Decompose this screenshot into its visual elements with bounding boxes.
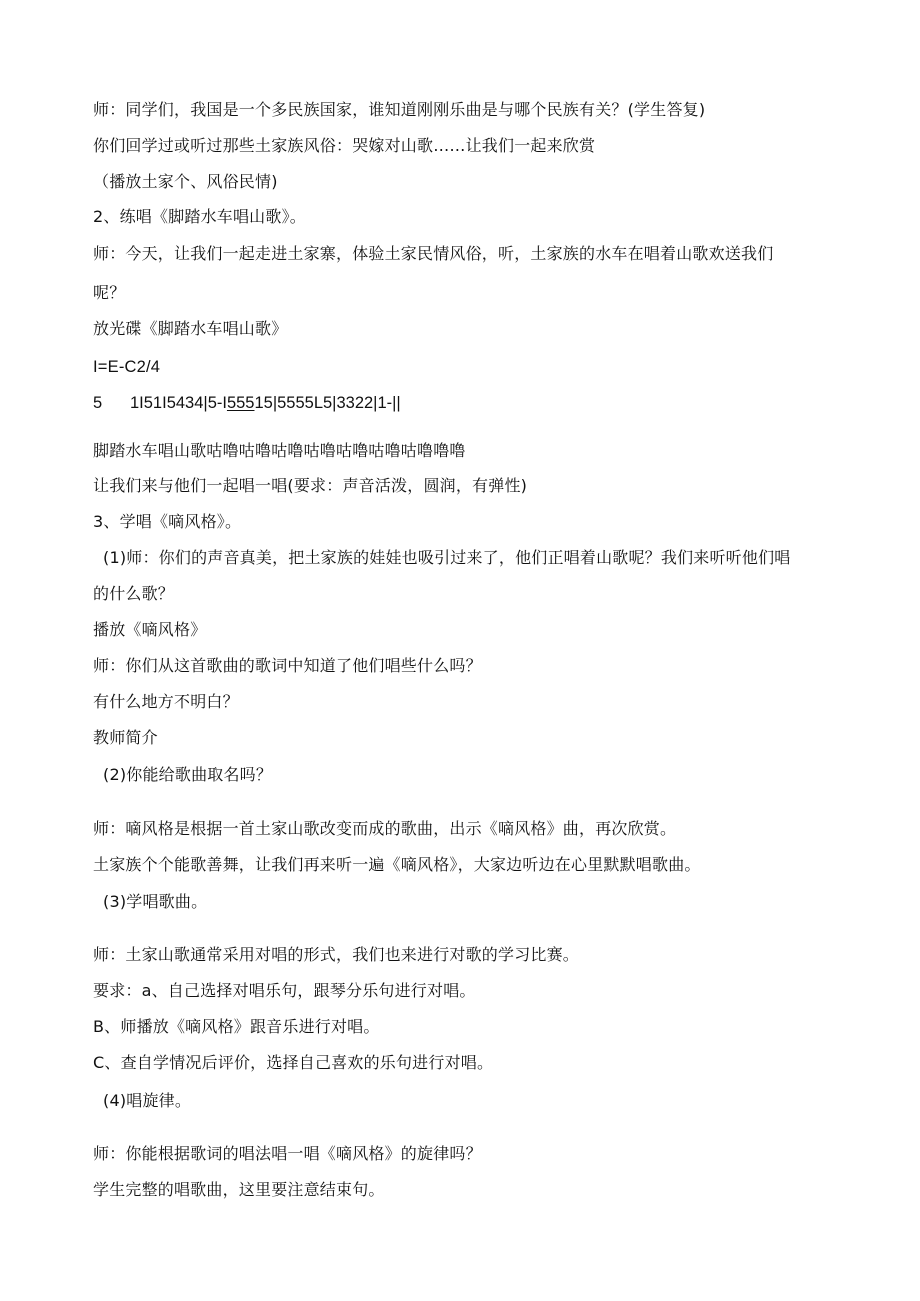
notation-lead-number: 5 [93,394,103,412]
section-heading-2: 2、练唱《脚踏水车唱山歌》。 [93,207,306,226]
text-line-13: 的什么歌？ [93,584,175,603]
text-line-3: （播放土家个、风俗民情) [93,172,278,191]
text-line-7: 放光碟《脚踏水车唱山歌》 [93,319,288,338]
text-line-18: (2)你能给歌曲取名吗？ [103,765,273,784]
text-line-15: 师：你们从这首歌曲的歌词中知道了他们唱些什么吗？ [93,656,482,675]
text-line-17: 教师简介 [93,728,158,747]
text-line-1: 师：同学们，我国是一个多民族国家，谁知道刚刚乐曲是与哪个民族有关？(学生答复) [93,100,706,119]
text-line-21: (3)学唱歌曲。 [103,892,208,911]
text-line-23: 要求：a、自己选择对唱乐句，跟琴分乐句进行对唱。 [93,981,476,1000]
text-line-12: (1)师：你们的声音真美，把土家族的娃娃也吸引过来了，他们正唱着山歌呢？我们来听听他们唱 [103,548,791,567]
text-line-6: 呢？ [93,283,126,302]
text-line-25: C、查自学情况后评价，选择自己喜欢的乐句进行对唱。 [93,1053,494,1072]
text-line-16: 有什么地方不明白？ [93,692,239,711]
text-line-2: 你们回学过或听过那些土家族风俗：哭嫁对山歌……让我们一起来欣赏 [93,136,596,155]
text-line-14: 播放《嘀风格》 [93,620,207,639]
notation-underlined-part: 555 [226,394,255,412]
text-line-20: 土家族个个能歌善舞，让我们再来听一遍《嘀风格》，大家边听边在心里默默唱歌曲。 [93,855,701,874]
lyrics-line: 脚踏水车唱山歌咕噜咕噜咕噜咕噜咕噜咕噜咕噜噜噜 [93,441,466,460]
text-line-24: B、师播放《嘀风格》跟音乐进行对唱。 [93,1017,380,1036]
notation-sequence [130,393,401,413]
text-line-19: 师：嘀风格是根据一首土家山歌改变而成的歌曲，出示《嘀风格》曲，再次欣赏。 [93,819,677,838]
notation-part-1: 1I51I5434|5-I [130,394,227,412]
text-line-26: (4)唱旋律。 [103,1091,192,1110]
key-signature: I=E-C2/4 [93,358,161,376]
text-line-27: 师：你能根据歌词的唱法唱一唱《嘀风格》的旋律吗？ [93,1144,482,1163]
section-heading-3: 3、学唱《嘀风格》。 [93,512,242,531]
notation-part-2: 15|5555L5|3322|1-|| [254,394,401,412]
text-line-28: 学生完整的唱歌曲，这里要注意结束句。 [93,1180,385,1199]
text-line-5: 师：今天，让我们一起走进土家寨，体验土家民情风俗，听，土家族的水车在唱着山歌欢送我们 [93,244,774,263]
text-line-10: 让我们来与他们一起唱一唱(要求：声音活泼，圆润，有弹性) [93,476,528,495]
text-line-22: 师：土家山歌通常采用对唱的形式，我们也来进行对歌的学习比赛。 [93,945,580,964]
